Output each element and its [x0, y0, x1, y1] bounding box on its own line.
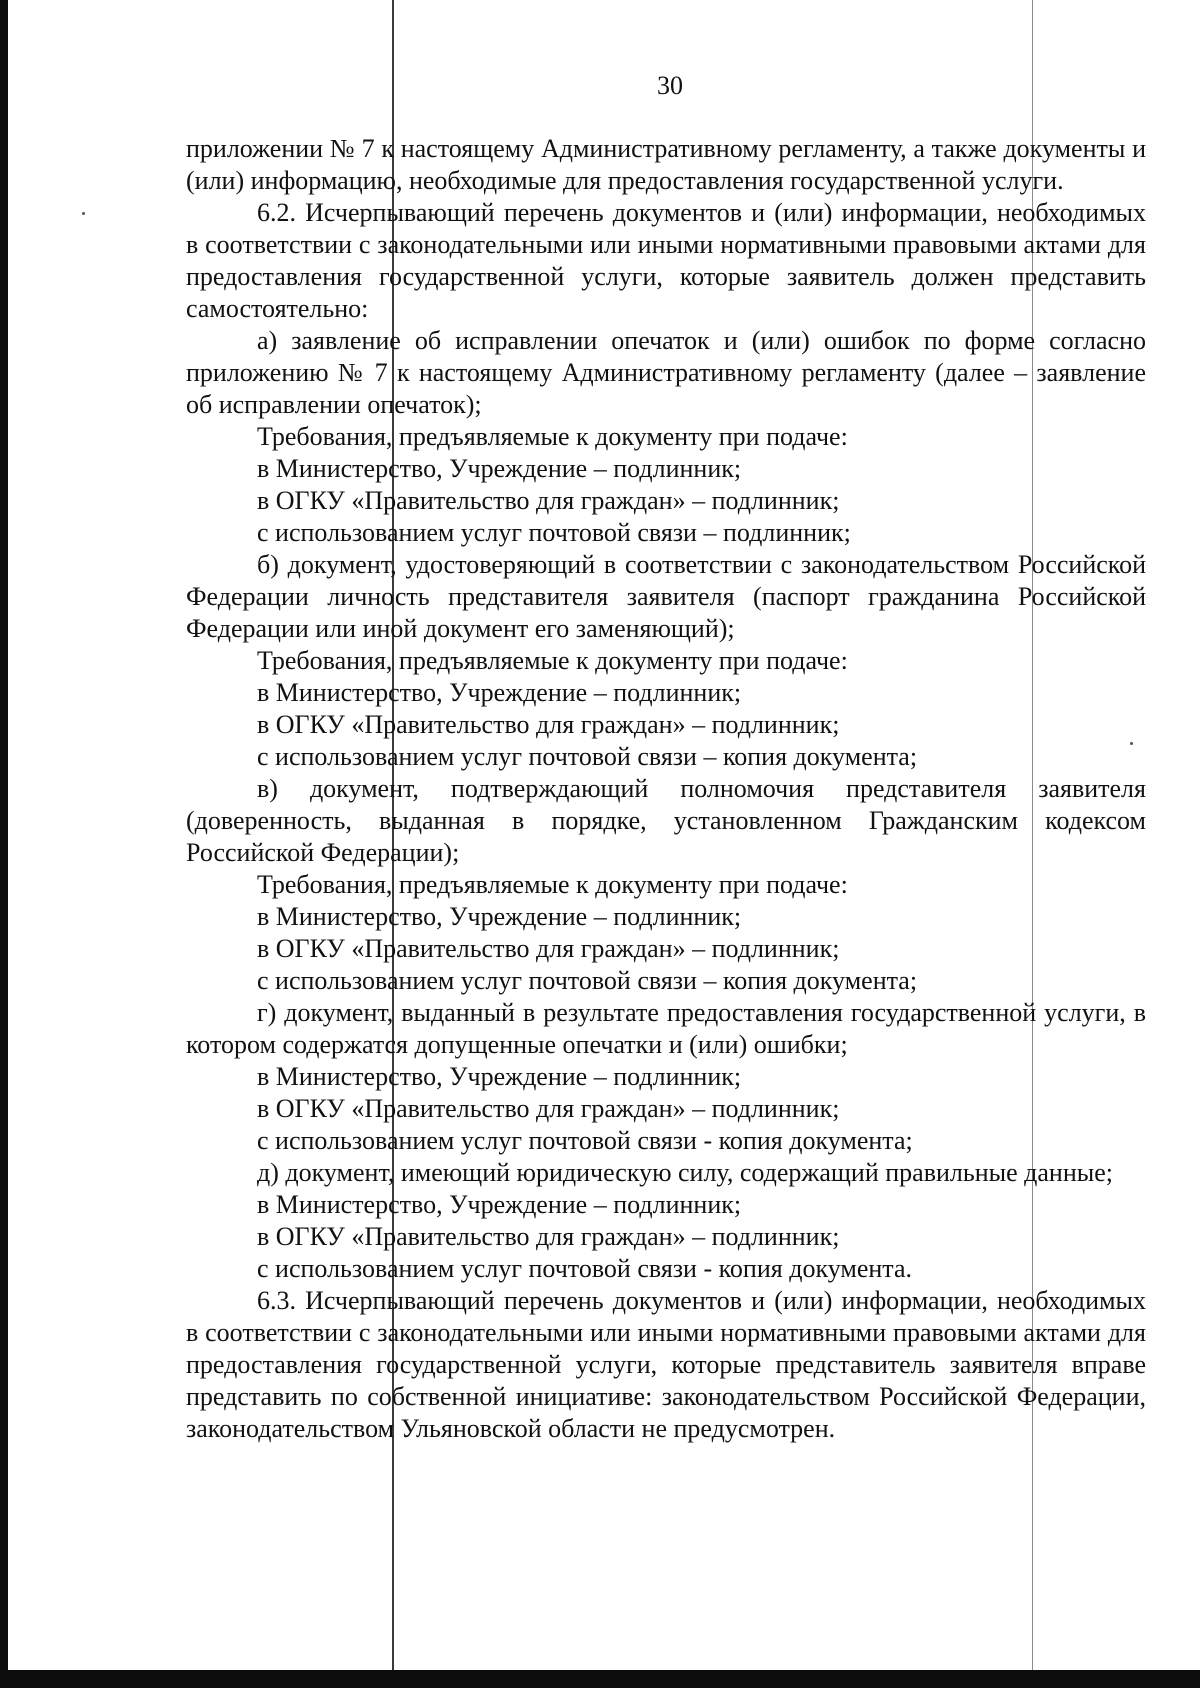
paragraph: с использованием услуг почтовой связи - копия документа.	[257, 1254, 912, 1283]
paragraph: а) заявление об исправлении опечаток и (или) ошибок по форме согласно приложению № 7 к настоящему Административному регламенту (далее – заявление об исправлении опечаток);	[186, 326, 1146, 419]
paragraph: в ОГКУ «Правительство для граждан» – подлинник;	[257, 486, 840, 515]
paragraph: с использованием услуг почтовой связи – копия документа;	[257, 742, 918, 771]
paragraph: Требования, предъявляемые к документу при подаче:	[257, 422, 848, 451]
paragraph: в Министерство, Учреждение – подлинник;	[257, 1062, 742, 1091]
paragraph: г) документ, выданный в результате предоставления государственной услуги, в котором содержатся допущенные опечатки и (или) ошибки;	[186, 998, 1146, 1059]
page-number: 30	[657, 71, 683, 100]
paragraph: в Министерство, Учреждение – подлинник;	[257, 902, 742, 931]
paragraph: 6.3. Исчерпывающий перечень документов и (или) информации, необходимых в соответствии с законодательными или иными нормативными правовыми актами для предоставления государственной услуги, которые представитель заявителя вправе представить по собственной инициативе: законодательством Российской Федерации, законодательством Ульяновской области не предусмотрен.	[186, 1286, 1146, 1443]
paragraph: б) документ, удостоверяющий в соответствии с законодательством Российской Федерации личность представителя заявителя (паспорт гражданина Российской Федерации или иной документ его заменяющий);	[186, 550, 1146, 643]
paragraph: приложении № 7 к настоящему Административному регламенту, а также документы и (или) информацию, необходимые для предоставления государственной услуги.	[186, 134, 1146, 195]
paragraph: с использованием услуг почтовой связи - копия документа;	[257, 1126, 913, 1155]
paragraph: в ОГКУ «Правительство для граждан» – подлинник;	[257, 1222, 840, 1251]
paragraph: с использованием услуг почтовой связи – копия документа;	[257, 966, 918, 995]
paragraph: д) документ, имеющий юридическую силу, содержащий правильные данные;	[257, 1158, 1113, 1187]
paragraph: Требования, предъявляемые к документу при подаче:	[257, 870, 848, 899]
paragraph: Требования, предъявляемые к документу при подаче:	[257, 646, 848, 675]
paragraph: в Министерство, Учреждение – подлинник;	[257, 1190, 742, 1219]
paragraph: в ОГКУ «Правительство для граждан» – подлинник;	[257, 934, 840, 963]
paragraph: в Министерство, Учреждение – подлинник;	[257, 454, 742, 483]
scan-speck	[82, 212, 85, 215]
paragraph: в) документ, подтверждающий полномочия представителя заявителя (доверенность, выданная в порядке, установленном Гражданским кодексом Российской Федерации);	[186, 774, 1146, 867]
scan-edge-bottom	[0, 1670, 1200, 1688]
paragraph: 6.2. Исчерпывающий перечень документов и (или) информации, необходимых в соответствии с законодательными или иными нормативными правовыми актами для предоставления государственной услуги, которые заявитель должен представить самостоятельно:	[186, 198, 1146, 323]
paragraph: с использованием услуг почтовой связи – подлинник;	[257, 518, 851, 547]
document-body	[186, 133, 1146, 1445]
paragraph: в ОГКУ «Правительство для граждан» – подлинник;	[257, 710, 840, 739]
scan-edge-left	[0, 0, 8, 1688]
paragraph: в Министерство, Учреждение – подлинник;	[257, 678, 742, 707]
paragraph: в ОГКУ «Правительство для граждан» – подлинник;	[257, 1094, 840, 1123]
